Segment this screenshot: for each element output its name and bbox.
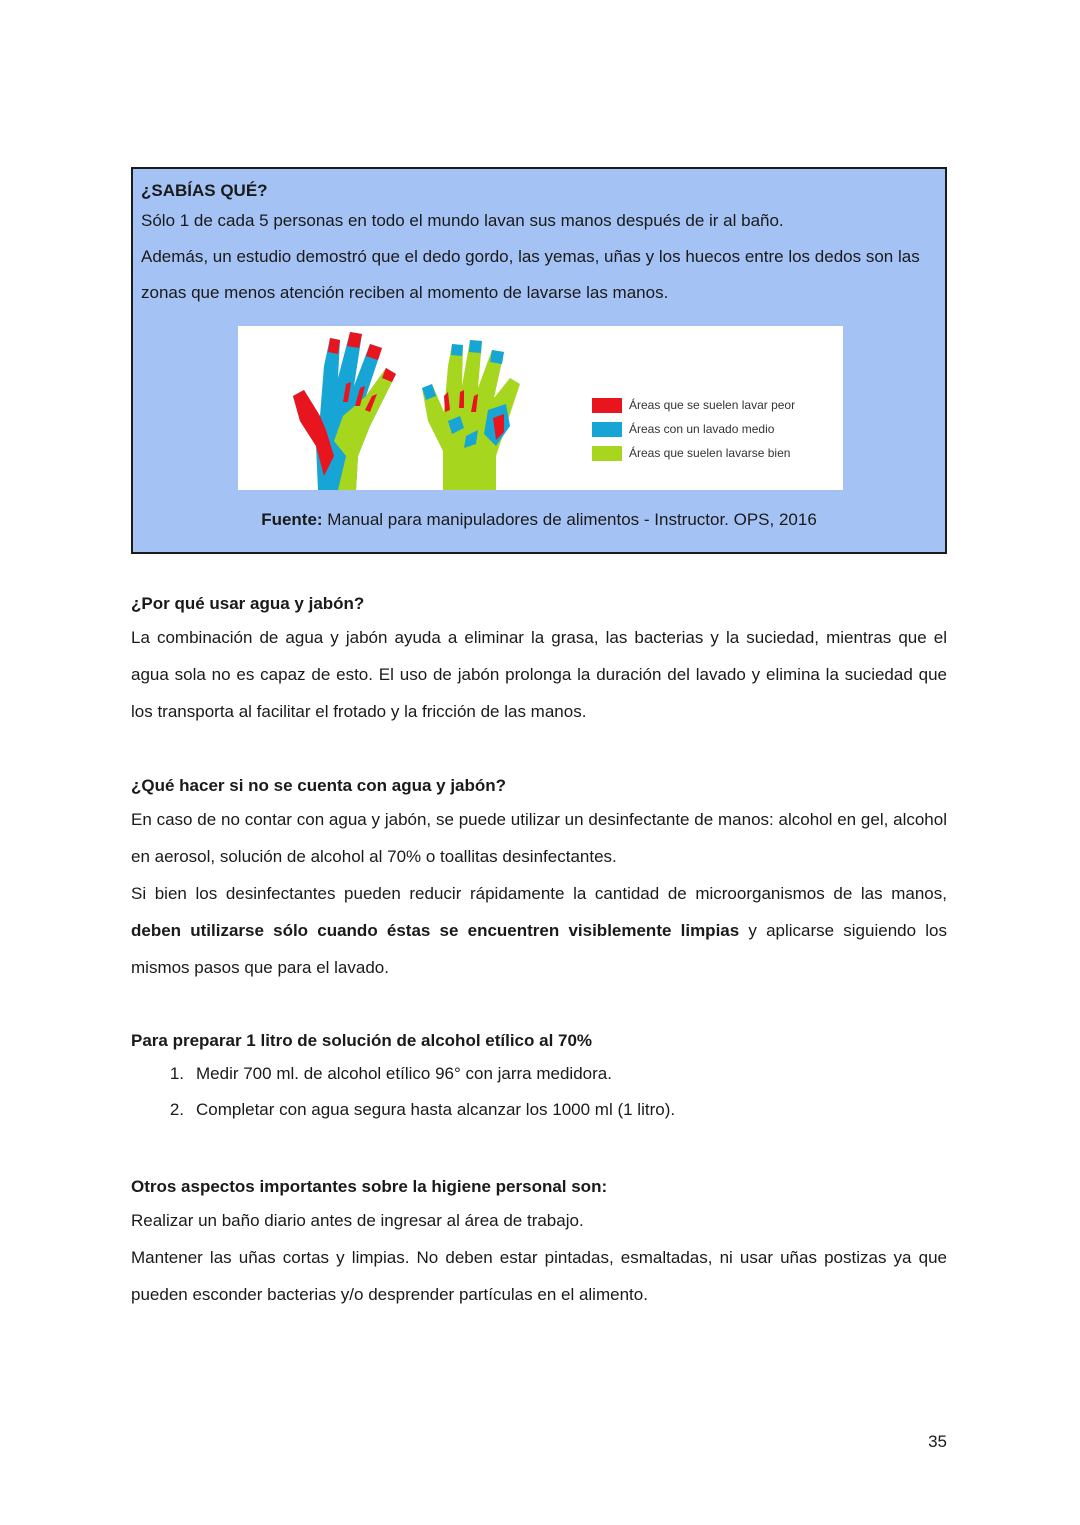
figure-source — [133, 510, 945, 530]
legend-item — [592, 441, 795, 465]
right-hand-drawing — [422, 340, 520, 490]
paragraph-end: y aplicarse siguiendo los mismos pasos que para el lavado. — [131, 921, 947, 977]
section-no-water — [131, 771, 947, 986]
source-text: Manual para manipuladores de alimentos - Instructor. OPS, 2016 — [322, 510, 817, 529]
legend-item — [592, 393, 795, 417]
section-paragraph: Realizar un baño diario antes de ingresar al área de trabajo. — [131, 1211, 584, 1230]
section-heading: Otros aspectos importantes sobre la higiene personal son: — [131, 1177, 608, 1196]
section-paragraph: La combinación de agua y jabón ayuda a eliminar la grasa, las bacterias y la suciedad, mientras que el agua sola no es capaz de esto. El uso de jabón prolonga la duración del lavado y elimina la suciedad que los transporta al facilitar el frotado y la fricción de las manos. — [131, 628, 947, 721]
legend-label: Áreas que suelen lavarse bien — [629, 446, 791, 460]
green-swatch — [592, 446, 622, 461]
list-number: 2. — [169, 1100, 184, 1119]
list-item — [131, 1056, 947, 1092]
list-number: 1. — [169, 1064, 184, 1083]
hand-washing-figure — [238, 326, 843, 490]
page-number: 35 — [928, 1432, 947, 1451]
section-heading: ¿Qué hacer si no se cuenta con agua y jabón? — [131, 776, 507, 795]
legend-label: Áreas que se suelen lavar peor — [629, 398, 796, 412]
section-why-soap — [131, 589, 947, 730]
callout-title: ¿SABÍAS QUÉ? — [141, 181, 268, 200]
section-paragraph: Mantener las uñas cortas y limpias. No deben estar pintadas, esmaltadas, ni usar uñas postizas ya que pueden esconder bacterias y/o desprender partículas en el alimento. — [131, 1248, 947, 1304]
red-swatch — [592, 398, 622, 413]
source-label: Fuente: — [261, 510, 323, 529]
section-personal-hygiene — [131, 1172, 947, 1313]
figure-legend — [592, 393, 795, 465]
paragraph-start: Si bien los desinfectantes pueden reducir rápidamente la cantidad de microorganismos de las manos, — [131, 884, 947, 903]
section-heading: Para preparar 1 litro de solución de alcohol etílico al 70% — [131, 1031, 593, 1050]
paragraph-emphasis: deben utilizarse sólo cuando éstas se encuentren visiblemente limpias — [131, 921, 740, 940]
callout-line-2: Además, un estudio demostró que el dedo gordo, las yemas, uñas y los huecos entre los dedos son las zonas que menos atención reciben al momento de lavarse las manos. — [141, 247, 920, 302]
legend-label: Áreas con un lavado medio — [629, 422, 775, 436]
list-text: Medir 700 ml. de alcohol etílico 96° con jarra medidora. — [196, 1064, 612, 1083]
steps-list — [131, 1056, 947, 1128]
list-text: Completar con agua segura hasta alcanzar los 1000 ml (1 litro). — [196, 1100, 676, 1119]
section-alcohol-solution — [131, 1026, 947, 1128]
callout-line-1: Sólo 1 de cada 5 personas en todo el mundo lavan sus manos después de ir al baño. — [141, 211, 784, 230]
did-you-know-callout — [131, 167, 947, 554]
legend-item — [592, 417, 795, 441]
left-hand-drawing — [293, 332, 396, 490]
blue-swatch — [592, 422, 622, 437]
section-paragraph: En caso de no contar con agua y jabón, se puede utilizar un desinfectante de manos: alcohol en gel, alcohol en aerosol, solución de alcohol al 70% o toallitas desinfectantes. — [131, 810, 947, 866]
section-paragraph — [131, 875, 947, 986]
list-item — [131, 1092, 947, 1128]
section-heading: ¿Por qué usar agua y jabón? — [131, 594, 365, 613]
